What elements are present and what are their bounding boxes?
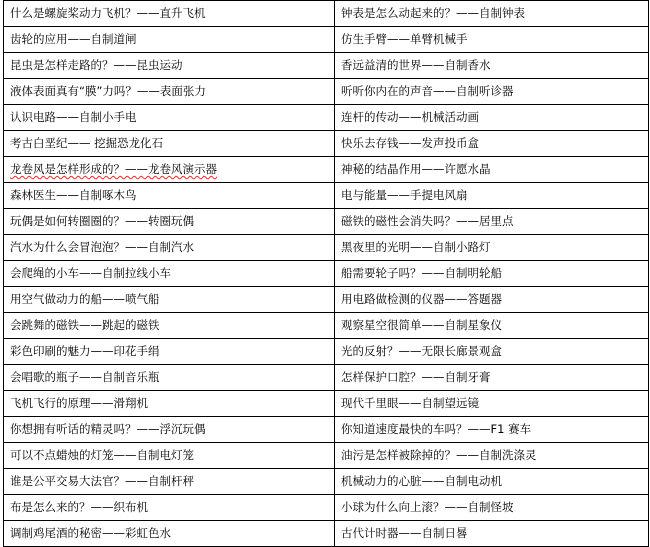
table-row <box>4 287 649 313</box>
table-cell-left: 你想拥有听话的精灵吗？——浮沉玩偶 <box>4 417 335 443</box>
table-cell-left: 会跳舞的磁铁——跳起的磁铁 <box>4 313 335 339</box>
spellcheck-underlined-text: 龙卷风是怎样形成的？——龙卷风演示器 <box>10 162 217 176</box>
table-cell-right: 观察星空很简单——自制星象仪 <box>335 313 649 339</box>
table-cell-left: 可以不点蜡烛的灯笼——自制电灯笼 <box>4 443 335 469</box>
table-cell-right: 古代计时器——自制日晷 <box>335 521 649 547</box>
table-cell-right: 光的反射？——无限长廊景观盒 <box>335 339 649 365</box>
table-row <box>4 1 649 27</box>
table-row <box>4 417 649 443</box>
table-cell-right: 电与能量——手提电风扇 <box>335 183 649 209</box>
table-cell-right: 仿生手臂——单臂机械手 <box>335 27 649 53</box>
table-cell-left: 认识电路——自制小手电 <box>4 105 335 131</box>
table-cell-left: 液体表面真有“膜”力吗？——表面张力 <box>4 79 335 105</box>
table-row <box>4 209 649 235</box>
table-cell-right: 用电路做检测的仪器——答题器 <box>335 287 649 313</box>
table-cell-left: 谁是公平交易大法官？——自制杆秤 <box>4 469 335 495</box>
table-cell-left: 昆虫是怎样走路的？——昆虫运动 <box>4 53 335 79</box>
table-cell-left: 调制鸡尾酒的秘密——彩虹色水 <box>4 521 335 547</box>
table-row <box>4 261 649 287</box>
table-cell-right: 香远益清的世界——自制香水 <box>335 53 649 79</box>
table-row <box>4 495 649 521</box>
table-cell-right: 小球为什么向上滚？——自制怪坡 <box>335 495 649 521</box>
table-cell-right: 听听你内在的声音——自制听诊器 <box>335 79 649 105</box>
table-cell-left: 齿轮的应用——自制道闸 <box>4 27 335 53</box>
table-row <box>4 53 649 79</box>
table-cell-left: 森林医生——自制啄木鸟 <box>4 183 335 209</box>
table-row <box>4 183 649 209</box>
table-cell-right: 快乐去存钱——发声投币盒 <box>335 131 649 157</box>
table-cell-right: 现代千里眼——自制望远镜 <box>335 391 649 417</box>
table-row <box>4 27 649 53</box>
table-cell-right: 连杆的传动——机械活动画 <box>335 105 649 131</box>
table-row <box>4 391 649 417</box>
table-cell-left: 飞机飞行的原理——滑翔机 <box>4 391 335 417</box>
table-cell-right: 油污是怎样被除掉的？——自制洗涤灵 <box>335 443 649 469</box>
table-row <box>4 365 649 391</box>
table-row <box>4 521 649 547</box>
table-row <box>4 157 649 183</box>
table-cell-left: 什么是螺旋桨动力飞机？——直升飞机 <box>4 1 335 27</box>
table-cell-left <box>4 157 335 183</box>
table-cell-left: 用空气做动力的船——喷气船 <box>4 287 335 313</box>
table-row <box>4 235 649 261</box>
table-cell-right: 磁铁的磁性会消失吗？——居里点 <box>335 209 649 235</box>
table-row <box>4 79 649 105</box>
table-row <box>4 469 649 495</box>
table-row <box>4 105 649 131</box>
table-cell-right: 机械动力的心脏——自制电动机 <box>335 469 649 495</box>
table-cell-right: 神秘的结晶作用——许愿水晶 <box>335 157 649 183</box>
table-row <box>4 131 649 157</box>
table-cell-left: 玩偶是如何转圈圈的？——转圈玩偶 <box>4 209 335 235</box>
table-cell-left: 考古白垩纪—— 挖掘恐龙化石 <box>4 131 335 157</box>
topic-table <box>3 0 649 547</box>
table-cell-left: 汽水为什么会冒泡泡？——自制汽水 <box>4 235 335 261</box>
table-row <box>4 339 649 365</box>
table-cell-right: 黑夜里的光明——自制小路灯 <box>335 235 649 261</box>
table-cell-right: 船需要轮子吗？——自制明轮船 <box>335 261 649 287</box>
table-cell-left: 会唱歌的瓶子——自制音乐瓶 <box>4 365 335 391</box>
table-row <box>4 443 649 469</box>
table-body <box>4 1 649 547</box>
table-cell-right: 你知道速度最快的车吗？——F1 赛车 <box>335 417 649 443</box>
table-cell-left: 布是怎么来的？——织布机 <box>4 495 335 521</box>
table-cell-left: 会爬绳的小车——自制拉线小车 <box>4 261 335 287</box>
table-cell-right: 怎样保护口腔？——自制牙膏 <box>335 365 649 391</box>
table-cell-left: 彩色印刷的魅力——印花手绢 <box>4 339 335 365</box>
table-cell-right: 钟表是怎么动起来的？——自制钟表 <box>335 1 649 27</box>
table-row <box>4 313 649 339</box>
